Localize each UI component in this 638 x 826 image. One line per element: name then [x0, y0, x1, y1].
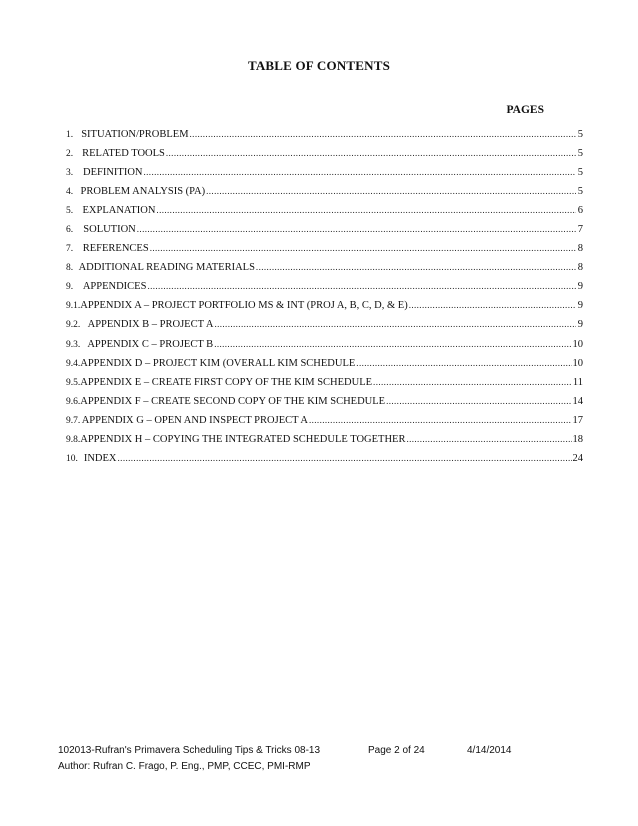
toc-entry[interactable]: [66, 186, 583, 205]
toc-dot-leader: [137, 224, 576, 234]
toc-entry-label: APPENDIX C – PROJECT B: [87, 338, 214, 350]
toc-entry[interactable]: [66, 224, 583, 243]
toc-dot-leader: [409, 300, 576, 310]
footer-date: 4/14/2014: [467, 745, 512, 756]
toc-entry-label: APPENDIX G – OPEN AND INSPECT PROJECT A: [81, 414, 308, 426]
toc-dot-leader: [147, 281, 576, 291]
toc-entry-number: 9.5.: [66, 377, 81, 388]
toc-entry[interactable]: [66, 319, 583, 338]
toc-entry[interactable]: [66, 129, 583, 148]
toc-dot-leader: [144, 167, 577, 177]
toc-entry-page: 10: [572, 357, 583, 369]
toc-entry-label: APPENDIX A – PROJECT PORTFOLIO MS & INT (PROJ A, B, C, D, & E): [80, 300, 408, 312]
toc-entry-label: APPENDIX E – CREATE FIRST COPY OF THE KIM SCHEDULE: [80, 376, 373, 388]
toc-entry-page: 9: [577, 319, 583, 331]
toc-entry-number: 9.6.: [66, 396, 81, 407]
toc-entry[interactable]: [66, 243, 583, 262]
toc-entry-label: SOLUTION: [83, 224, 136, 236]
toc-entry-label: SITUATION/PROBLEM: [81, 129, 189, 140]
toc-entry[interactable]: [66, 339, 583, 358]
toc-entry-label: DEFINITION: [83, 167, 143, 179]
toc-entry-number: 9.4.: [66, 358, 81, 369]
toc-entry-label: EXPLANATION: [82, 205, 156, 217]
toc-entry-label: APPENDIX H – COPYING THE INTEGRATED SCHEDULE TOGETHER: [80, 433, 406, 445]
toc-entry-page: 10: [572, 338, 583, 350]
toc-entry-number: 4.: [66, 187, 74, 198]
toc-dot-leader: [156, 205, 576, 215]
page-title: TABLE OF CONTENTS: [247, 58, 391, 73]
toc-entry-page: 14: [572, 395, 583, 407]
toc-dot-leader: [190, 129, 576, 139]
toc-entry-label: APPENDIX D – PROJECT KIM (OVERALL KIM SCHEDULE: [80, 357, 356, 369]
toc-dot-leader: [118, 453, 572, 463]
toc-entry-page: 5: [577, 148, 583, 160]
footer-page-number: Page 2 of 24: [368, 745, 425, 756]
toc-dot-leader: [386, 396, 571, 406]
footer-author: Author: Rufran C. Frago, P. Eng., PMP, CCEC, PMI-RMP: [58, 761, 311, 772]
toc-dot-leader: [256, 262, 576, 272]
toc-dot-leader: [166, 148, 576, 158]
toc-entry-number: 9.2.: [66, 320, 81, 331]
toc-entry-page: 7: [577, 224, 583, 236]
toc-dot-leader: [373, 377, 572, 387]
toc-dot-leader: [150, 243, 576, 253]
toc-entry-label: APPENDIX F – CREATE SECOND COPY OF THE KIM SCHEDULE: [80, 395, 386, 407]
toc-entry-page: 11: [572, 376, 583, 388]
pages-column-heading: PAGES: [506, 104, 544, 116]
toc-entry[interactable]: [66, 205, 583, 224]
toc-entry-page: 17: [572, 414, 583, 426]
page-footer: [58, 745, 558, 775]
toc-entry-page: 9: [577, 281, 583, 293]
toc-entry-number: 8.: [66, 263, 74, 274]
toc-entry[interactable]: [66, 453, 583, 472]
toc-entry[interactable]: [66, 148, 583, 167]
toc-entry[interactable]: [66, 262, 583, 281]
toc-entry[interactable]: [66, 434, 583, 453]
toc-entry[interactable]: [66, 377, 583, 396]
toc-entry[interactable]: [66, 167, 583, 186]
toc-entry-number: 2.: [66, 149, 74, 160]
toc-entry-number: 1.: [66, 130, 74, 140]
toc-entry-number: 7.: [66, 244, 74, 255]
toc-entry-number: 9.8.: [66, 434, 81, 445]
toc-entry-number: 5.: [66, 206, 74, 217]
toc-entry-page: 9: [577, 300, 583, 312]
toc-entry-number: 9.3.: [66, 339, 81, 350]
toc-dot-leader: [214, 339, 571, 349]
toc-entry-page: 5: [577, 167, 583, 179]
toc-entry-page: 8: [577, 243, 583, 255]
toc-entry-number: 9.1.: [66, 301, 81, 312]
toc-dot-leader: [206, 186, 576, 196]
toc-entry-page: 24: [572, 452, 583, 464]
toc-entry-number: 6.: [66, 225, 74, 236]
toc-dot-leader: [406, 434, 571, 444]
toc-entry[interactable]: [66, 281, 583, 300]
table-of-contents: [66, 129, 583, 472]
toc-entry-page: 5: [577, 186, 583, 198]
toc-entry-number: 9.: [66, 282, 74, 293]
toc-entry-number: 3.: [66, 168, 74, 179]
toc-entry[interactable]: [66, 396, 583, 415]
toc-entry-label: REFERENCES: [82, 243, 149, 255]
toc-dot-leader: [309, 415, 572, 425]
toc-entry-label: APPENDIX B – PROJECT A: [87, 319, 214, 331]
toc-dot-leader: [356, 358, 571, 368]
toc-entry[interactable]: [66, 300, 583, 319]
toc-entry-number: 10.: [66, 453, 78, 464]
toc-entry-label: PROBLEM ANALYSIS (PA): [80, 186, 206, 198]
toc-entry[interactable]: [66, 415, 583, 434]
toc-entry-label: INDEX: [83, 452, 117, 464]
toc-entry-number: 9.7.: [66, 415, 81, 426]
toc-entry-label: ADDITIONAL READING MATERIALS: [78, 262, 255, 274]
toc-dot-leader: [214, 319, 576, 329]
toc-entry-page: 8: [577, 262, 583, 274]
toc-entry[interactable]: [66, 358, 583, 377]
toc-entry-label: APPENDICES: [82, 281, 147, 293]
toc-entry-page: 5: [577, 129, 583, 140]
toc-entry-page: 18: [572, 433, 583, 445]
toc-entry-label: RELATED TOOLS: [82, 148, 165, 160]
toc-entry-page: 6: [577, 205, 583, 217]
footer-document-title: 102013-Rufran's Primavera Scheduling Tips & Tricks 08-13: [58, 745, 321, 756]
